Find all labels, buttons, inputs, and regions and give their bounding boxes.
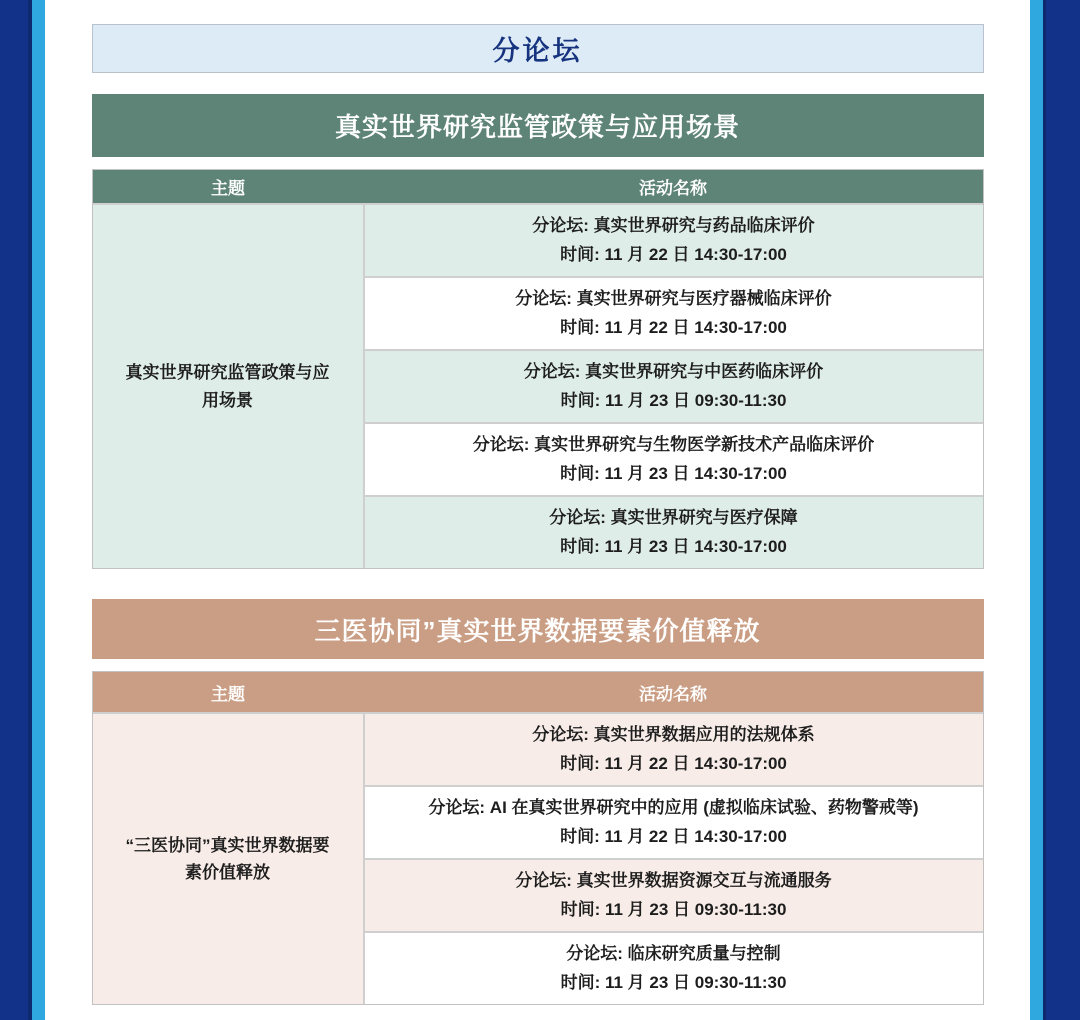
activity-time: 时间: 11 月 22 日 14:30-17:00 [560, 753, 787, 773]
activity-name: 分论坛: 真实世界研究与生物医学新技术产品临床评价 [472, 435, 875, 455]
activity-name: 分论坛: 真实世界研究与医疗保障 [549, 508, 798, 528]
header-cell-theme: 主题 [211, 179, 245, 198]
activity-row [365, 787, 983, 858]
activity-name: 分论坛: 临床研究质量与控制 [566, 944, 781, 964]
activity-time: 时间: 11 月 22 日 14:30-17:00 [560, 826, 787, 846]
section-regulatory [92, 94, 984, 569]
right-frame-bar [1030, 0, 1080, 1020]
activity-row [365, 424, 983, 495]
activity-time: 时间: 11 月 23 日 09:30-11:30 [560, 390, 787, 410]
page-title: 分论坛 [492, 36, 583, 66]
header-cell-activity: 活动名称 [639, 684, 707, 704]
activity-row [365, 497, 983, 568]
activity-time: 时间: 11 月 23 日 09:30-11:30 [560, 899, 787, 919]
activity-row [365, 933, 983, 1004]
activity-time: 时间: 11 月 22 日 14:30-17:00 [560, 317, 787, 337]
activity-time: 时间: 11 月 22 日 14:30-17:00 [560, 244, 787, 264]
activity-name: 分论坛: 真实世界数据资源交互与流通服务 [515, 871, 832, 891]
section-title [92, 599, 984, 659]
schedule-table [92, 169, 984, 569]
header-cell-theme: 主题 [211, 684, 245, 704]
activity-name: 分论坛: 真实世界研究与中医药临床评价 [523, 362, 824, 382]
activity-name: 分论坛: 真实世界数据应用的法规体系 [532, 725, 815, 745]
table-header-row [93, 170, 983, 203]
section-title-text: 三医协同”真实世界数据要素价值释放 [314, 615, 761, 646]
header-cell-activity: 活动名称 [639, 179, 707, 198]
activity-row [365, 205, 983, 276]
activity-time: 时间: 11 月 23 日 14:30-17:00 [560, 536, 787, 556]
schedule-table [92, 671, 984, 1005]
theme-cell: 真实世界研究监管政策与应用场景 [93, 205, 363, 568]
section-data-value [92, 599, 984, 1005]
activity-row [365, 714, 983, 785]
theme-cell: “三医协同”真实世界数据要素价值释放 [93, 714, 363, 1004]
activity-time: 时间: 11 月 23 日 14:30-17:00 [560, 463, 787, 483]
section-title-text: 真实世界研究监管政策与应用场景 [334, 112, 740, 142]
page-content [45, 0, 1030, 1020]
activity-row [365, 860, 983, 931]
forum-banner [92, 24, 984, 73]
activity-name: 分论坛: 真实世界研究与药品临床评价 [532, 216, 815, 236]
section-title [92, 94, 984, 157]
activity-time: 时间: 11 月 23 日 09:30-11:30 [560, 972, 787, 992]
activity-row [365, 278, 983, 349]
table-header-row [93, 672, 983, 712]
left-frame-bar [0, 0, 45, 1020]
activity-name: 分论坛: AI 在真实世界研究中的应用 (虚拟临床试验、药物警戒等) [428, 798, 919, 818]
activity-row [365, 351, 983, 422]
activity-name: 分论坛: 真实世界研究与医疗器械临床评价 [515, 289, 832, 309]
